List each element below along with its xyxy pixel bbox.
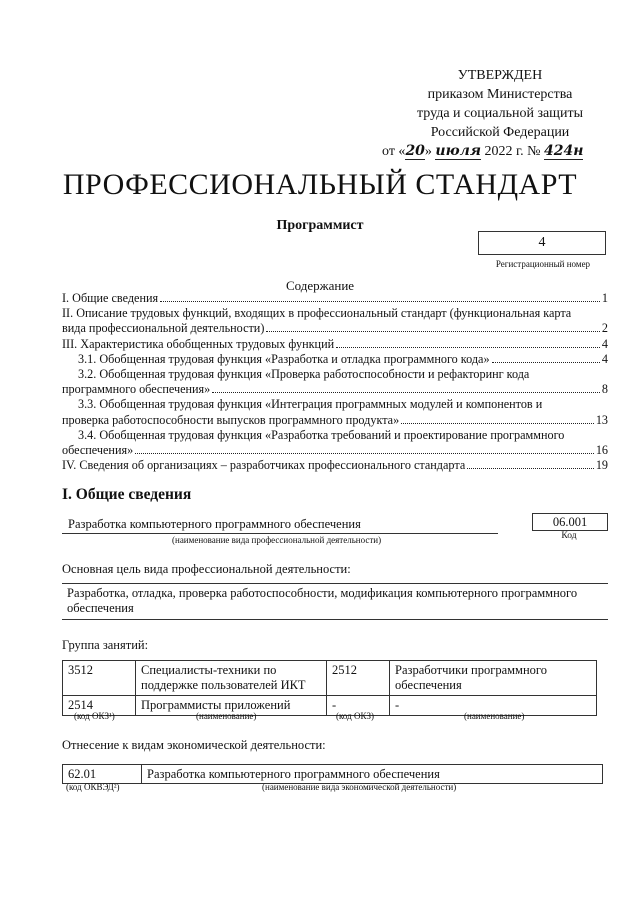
toc-page-number: 16: [595, 443, 608, 458]
approval-date-line: [380, 142, 620, 161]
toc-page-number: 4: [601, 336, 608, 351]
toc-leader: [467, 468, 594, 469]
approval-line-1: приказом Министерства: [427, 87, 573, 102]
table-cell: Разработка компьютерного программного обеспечения: [142, 765, 603, 784]
toc-entry-ii[interactable]: [62, 321, 608, 336]
toc-page-number: 8: [601, 382, 608, 397]
date-mid: »: [424, 144, 436, 159]
toc-entry-3-2-line1[interactable]: 3.2. Обобщенная трудовая функция «Проверка работоспособности и рефакторинг кода: [78, 367, 530, 382]
group-caption-name: (наименование): [464, 711, 525, 721]
toc-leader: [336, 347, 600, 348]
toc-entry-3-3-line1[interactable]: 3.3. Обобщенная трудовая функция «Интеграция программных модулей и компонентов и: [78, 397, 543, 412]
table-cell: Программисты приложений: [136, 696, 327, 716]
toc-entry-3-4[interactable]: [62, 443, 608, 458]
approval-title: УТВЕРЖДЕН: [457, 68, 543, 83]
document-title: ПРОФЕССИОНАЛЬНЫЙ СТАНДАРТ: [62, 168, 578, 201]
toc-entry-text: проверка работоспособности выпусков программного продукта»: [62, 412, 400, 427]
group-caption-code: (код ОКЗ¹): [74, 711, 115, 721]
group-caption-name: (наименование): [196, 711, 257, 721]
table-cell: 2512: [327, 661, 390, 696]
toc-title: Содержание: [285, 278, 355, 293]
group-caption-code: (код ОКЗ): [336, 711, 374, 721]
table-row: [63, 765, 603, 784]
toc-page-number: 19: [595, 458, 608, 473]
activity-caption: (наименование вида профессиональной деятельности): [172, 535, 382, 545]
date-year: 2022 г. №: [481, 144, 545, 159]
table-cell: -: [390, 696, 597, 716]
toc-entry-3-2[interactable]: [62, 382, 608, 397]
econ-label: Отнесение к видам экономической деятельности:: [62, 738, 326, 752]
date-day: 20: [405, 143, 425, 159]
occupation-group-table: [62, 660, 597, 716]
table-cell: -: [327, 696, 390, 716]
toc-entry-text: III. Характеристика обобщенных трудовых функций: [62, 336, 335, 351]
toc-page-number: 4: [601, 351, 608, 366]
group-label: Группа занятий:: [62, 638, 149, 652]
toc-page-number: 1: [601, 291, 608, 305]
date-prefix: от «: [382, 144, 406, 159]
activity-code: 06.001: [532, 513, 608, 531]
economic-activity-table: [62, 764, 603, 784]
section-title: I. Общие сведения: [62, 486, 192, 503]
toc-leader: [266, 331, 600, 332]
econ-caption-name: (наименование вида экономической деятельности): [262, 782, 457, 792]
toc-entry-3-1[interactable]: [62, 352, 608, 367]
table-of-contents: [62, 291, 608, 473]
toc-entry-3-3[interactable]: [62, 413, 608, 428]
toc-page-number: 13: [595, 412, 608, 427]
table-row: [63, 661, 597, 696]
purpose-text: Разработка, отладка, проверка работоспособности, модификация компьютерного программного обеспечения: [67, 586, 578, 615]
table-cell: Специалисты-техники по поддержке пользователей ИКТ: [136, 661, 327, 696]
table-cell: 3512: [63, 661, 136, 696]
order-number: 424н: [544, 143, 584, 159]
toc-entry-text: обеспечения»: [62, 443, 134, 458]
table-cell: 2514: [63, 696, 136, 716]
toc-leader: [492, 362, 600, 363]
registration-number-box: 4: [478, 231, 606, 255]
toc-entry-i[interactable]: [62, 291, 608, 306]
registration-number-label: Регистрационный номер: [495, 259, 591, 269]
table-cell: 62.01: [63, 765, 142, 784]
toc-entry-iv[interactable]: [62, 458, 608, 473]
approval-stamp: [380, 66, 620, 161]
approval-line-2: труда и социальной защиты: [417, 106, 583, 121]
activity-name: Разработка компьютерного программного обеспечения: [68, 517, 361, 531]
toc-entry-text: программного обеспечения»: [62, 382, 211, 397]
approval-line-3: Российской Федерации: [430, 125, 570, 140]
toc-leader: [160, 301, 600, 302]
toc-entry-3-4-line1[interactable]: 3.4. Обобщенная трудовая функция «Разработка требований и проектирование программного: [78, 427, 565, 442]
toc-leader: [212, 392, 600, 393]
table-cell: Разработчики программного обеспечения: [390, 661, 597, 696]
toc-entry-iii[interactable]: [62, 337, 608, 352]
toc-page-number: 2: [601, 321, 608, 336]
toc-leader: [401, 423, 594, 424]
toc-entry-text: 3.1. Обобщенная трудовая функция «Разработка и отладка программного кода»: [78, 351, 490, 366]
econ-caption-code: (код ОКВЭД²): [66, 782, 120, 792]
toc-entry-text: IV. Сведения об организациях – разработчиках профессионального стандарта: [62, 458, 466, 473]
purpose-label: Основная цель вида профессиональной деятельности:: [62, 562, 351, 576]
toc-leader: [135, 453, 594, 454]
standard-name: Программист: [276, 218, 364, 233]
activity-underline: [62, 533, 498, 534]
date-month: июля: [435, 143, 482, 159]
toc-entry-text: вида профессиональной деятельности): [62, 321, 265, 336]
toc-entry-ii-line1[interactable]: II. Описание трудовых функций, входящих в профессиональный стандарт (функциональная карта: [62, 306, 572, 321]
code-caption: Код: [561, 531, 577, 541]
toc-entry-text: I. Общие сведения: [62, 291, 159, 305]
